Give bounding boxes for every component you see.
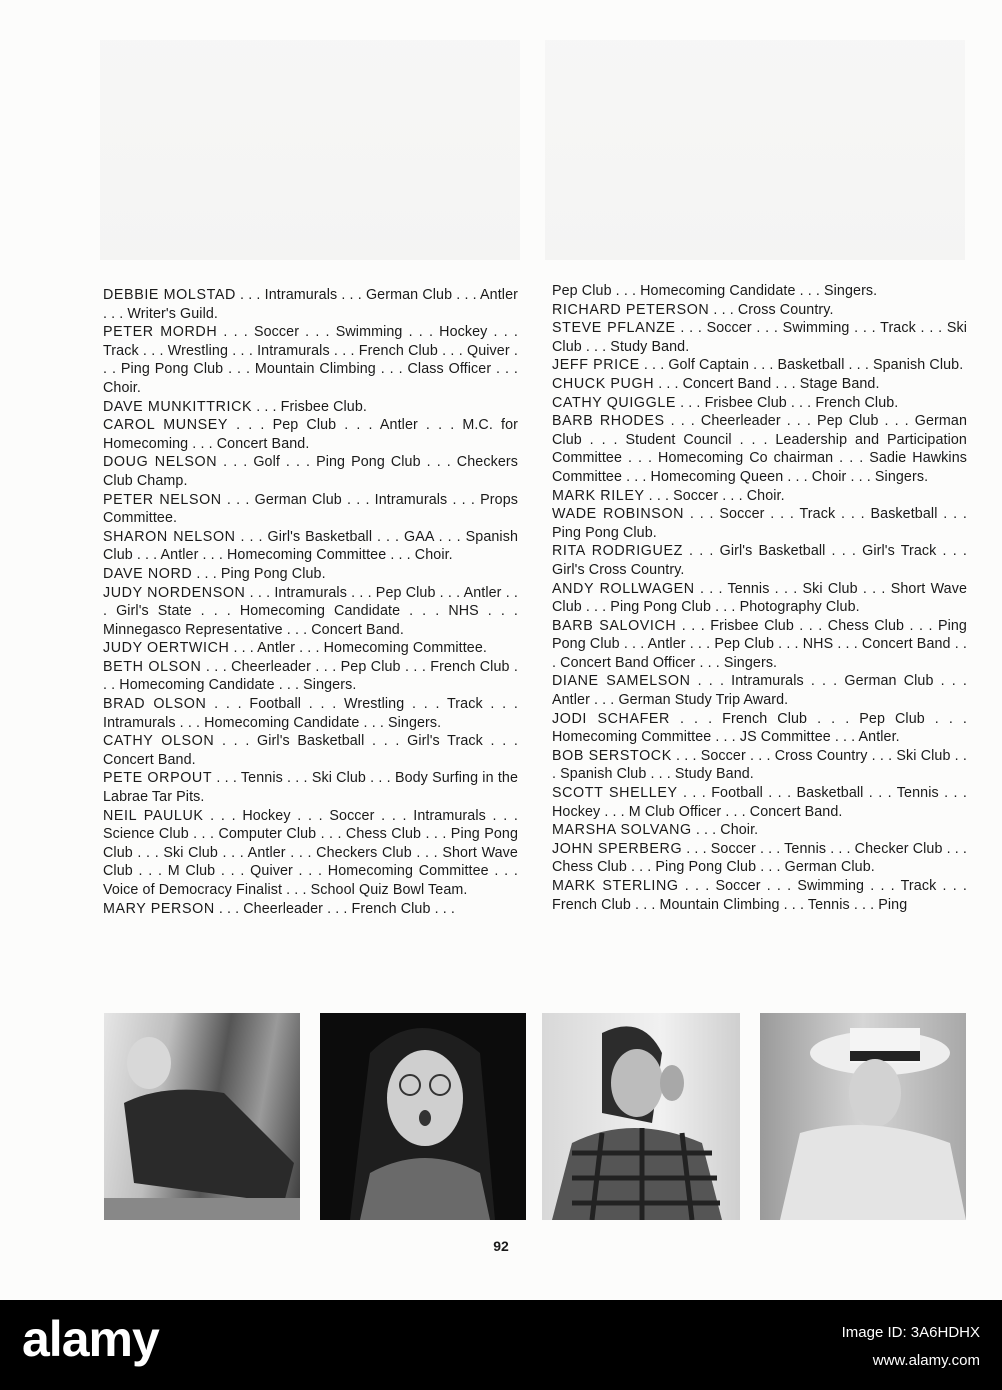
student-name: BARB RHODES (552, 413, 665, 430)
student-name: SCOTT SHELLEY (552, 785, 678, 802)
student-activities: . . . Frisbee Club. (252, 398, 367, 415)
student-entry (552, 617, 967, 673)
student-activities: . . . German Club . . . Intramurals . . . Props Committee. (103, 491, 518, 527)
student-entry (552, 580, 967, 617)
image-id: Image ID: 3A6HDHX (841, 1324, 980, 1341)
student-entry (103, 565, 518, 584)
student-entry (103, 584, 518, 640)
student-entry (552, 784, 967, 821)
student-name: MARK STERLING (552, 878, 679, 894)
student-name: DEBBIE MOLSTAD (103, 287, 236, 303)
student-name: ANDY ROLLWAGEN (552, 580, 695, 597)
photo-student-lying-by-lockers (104, 1013, 300, 1220)
student-activities: . . . Football . . . Wrestling . . . Track . . . Intramurals . . . Homecoming Candidate . . . Singers. (103, 696, 518, 731)
page-number: 92 (493, 1238, 509, 1254)
student-entry (552, 319, 967, 356)
student-name: RITA RODRIGUEZ (552, 543, 683, 560)
student-entry (552, 877, 967, 914)
student-activities: . . . Frisbee Club . . . Chess Club . . . Ping Pong Club . . . Antler . . . Pep Club . . . NHS . . . Concert Band . . . Concert Band Officer . . . Singers. (552, 617, 967, 671)
show-through-image (100, 40, 520, 260)
student-activities: . . . Ping Pong Club. (192, 565, 326, 582)
student-name: JODI SCHAFER (552, 710, 670, 727)
student-activities: . . . Cheerleader . . . French Club . . . (214, 900, 455, 917)
student-entry (552, 487, 967, 506)
student-activities: . . . Soccer . . . Tennis . . . Checker Club . . . Chess Club . . . Ping Pong Club . . . German Club. (552, 840, 968, 876)
student-activities: . . . Soccer . . . Swimming . . . Hockey . . . Track . . . Wrestling . . . Intramurals . . . French Club . . . Quiver . . . Ping Pong Club . . . Mountain Climbing . . . Class Officer . . . Choir. (103, 324, 518, 396)
student-activities: . . . Cross Country. (709, 301, 834, 318)
student-name: PETER MORDH (103, 324, 218, 341)
student-entry (103, 491, 518, 528)
student-name: BETH OLSON (103, 658, 202, 675)
watermark-bar (0, 1300, 1002, 1390)
student-activities: . . . Tennis . . . Ski Club . . . Short Wave Club . . . Ping Pong Club . . . Photography Club. (552, 580, 967, 616)
student-name: CATHY OLSON (103, 733, 215, 750)
student-name: DIANE SAMELSON (552, 673, 691, 690)
student-activities: . . . Girl's Basketball . . . GAA . . . Spanish Club . . . Antler . . . Homecoming Committee . . . Choir. (103, 528, 518, 564)
student-activities: . . . Cheerleader . . . Pep Club . . . German Club . . . Student Council . . . Leadership and Participation Committee . . . Homecoming Co chairman . . . Sadie Hawkins Committee . . . Homecoming Queen . . . Choir . . . Singers. (552, 413, 968, 485)
student-activities: . . . Cheerleader . . . Pep Club . . . French Club . . . Homecoming Candidate . . . Singers. (103, 658, 519, 694)
student-activities: . . . Antler . . . Homecoming Committee. (229, 640, 487, 657)
student-activities: . . . Girl's Basketball . . . Girl's Track . . . Girl's Cross Country. (552, 543, 967, 578)
student-activities: . . . Girl's Basketball . . . Girl's Track . . . Concert Band. (103, 733, 518, 768)
student-entry (103, 658, 518, 695)
student-entry (103, 639, 518, 658)
student-entry (552, 840, 967, 877)
student-activities: Pep Club . . . Homecoming Candidate . . . Singers. (552, 283, 878, 299)
student-entry (552, 375, 967, 394)
student-entry (552, 542, 967, 579)
student-name: MARSHA SOLVANG (552, 822, 692, 839)
student-name: JUDY NORDENSON (103, 584, 246, 601)
student-activities: . . . Intramurals . . . German Club . . . Antler . . . German Study Trip Award. (552, 673, 968, 709)
student-entry (103, 453, 518, 490)
student-name: BOB SERSTOCK (552, 747, 672, 764)
student-name: DAVE NORD (103, 565, 193, 582)
student-name: DAVE MUNKITTRICK (103, 398, 253, 415)
student-name: JOHN SPERBERG (552, 840, 683, 857)
student-entry (552, 394, 967, 413)
student-activities: . . . Hockey . . . Soccer . . . Intramurals . . . Science Club . . . Computer Club . . . Chess Club . . . Ping Pong Club . . . Ski Club . . . Antler . . . Checkers Club . . . Short Wave Club . . . M Club . . . Quiver . . . Homecoming Committee . . . Voice of Democracy Finalist . . . School Quiz Bowl Team. (103, 807, 518, 898)
student-activities: . . . Soccer . . . Swimming . . . Track . . . French Club . . . Mountain Climbing . . . Tennis . . . Ping (552, 878, 968, 913)
student-name: BRAD OLSON (103, 696, 207, 713)
student-name: CAROL MUNSEY (103, 417, 229, 434)
student-activities: . . . Soccer . . . Track . . . Basketball . . . Ping Pong Club. (552, 506, 967, 541)
student-name: CHUCK PUGH (552, 375, 655, 392)
student-entry (103, 900, 518, 919)
student-entry (103, 323, 518, 397)
student-activities: . . . Intramurals . . . Pep Club . . . Antler . . . Girl's State . . . Homecoming Candidate . . . NHS . . . Minnegasco Representative . . . Concert Band. (103, 584, 518, 638)
student-name: PETE ORPOUT (103, 770, 213, 787)
student-activities: . . . Soccer . . . Swimming . . . Track . . . Ski Club . . . Study Band. (552, 320, 968, 355)
student-entry (103, 769, 518, 806)
student-name: CATHY QUIGGLE (552, 394, 677, 411)
watermark-url: www.alamy.com (872, 1352, 980, 1369)
student-activities: . . . Concert Band . . . Stage Band. (654, 375, 880, 392)
photo-student-shouting (542, 1013, 740, 1220)
student-entry (103, 398, 518, 417)
student-name: MARY PERSON (103, 900, 215, 917)
student-activities: . . . Soccer . . . Choir. (644, 487, 785, 504)
photo-girl-with-glasses (320, 1013, 526, 1220)
student-name: NEIL PAULUK (103, 807, 204, 824)
student-entry (552, 356, 967, 375)
right-text-column (552, 282, 967, 914)
student-activities: . . . Pep Club . . . Antler . . . M.C. for Homecoming . . . Concert Band. (103, 417, 518, 452)
student-name: SHARON NELSON (103, 528, 236, 545)
student-name: PETER NELSON (103, 491, 222, 508)
student-name: DOUG NELSON (103, 454, 218, 471)
student-entry (552, 505, 967, 542)
student-activities: . . . Football . . . Basketball . . . Tennis . . . Hockey . . . M Club Officer . . . Concert Band. (552, 785, 967, 820)
student-name: STEVE PFLANZE (552, 320, 676, 337)
student-name: JUDY OERTWICH (103, 640, 230, 657)
show-through-image (545, 40, 965, 260)
student-activities: . . . Soccer . . . Cross Country . . . Ski Club . . . Spanish Club . . . Study Band. (552, 747, 967, 783)
alamy-logo: alamy (22, 1311, 159, 1367)
student-activities: . . . French Club . . . Pep Club . . . Homecoming Committee . . . JS Committee . . . Antler. (552, 710, 967, 746)
student-name: JEFF PRICE (552, 357, 640, 374)
student-entry (103, 807, 518, 900)
student-entry (552, 821, 967, 840)
student-entry (552, 710, 967, 747)
student-activities: . . . Tennis . . . Ski Club . . . Body Surfing in the Labrae Tar Pits. (103, 770, 518, 806)
student-entry (552, 301, 967, 320)
student-name: BARB SALOVICH (552, 617, 677, 634)
left-text-column (103, 286, 518, 918)
student-entry (103, 416, 518, 453)
student-activities: . . . Intramurals . . . German Club . . . Antler . . . Writer's Guild. (103, 287, 518, 322)
student-activities: . . . Golf . . . Ping Pong Club . . . Checkers Club Champ. (103, 454, 518, 489)
student-entry (103, 732, 518, 769)
student-entry (552, 672, 967, 709)
student-entry (103, 528, 518, 565)
student-entry (552, 747, 967, 784)
student-activities: . . . Frisbee Club . . . French Club. (676, 394, 899, 411)
student-activities: . . . Golf Captain . . . Basketball . . . Spanish Club. (639, 357, 964, 374)
student-name: RICHARD PETERSON (552, 301, 710, 318)
student-entry (552, 412, 967, 486)
student-name: MARK RILEY (552, 487, 645, 504)
student-activities: . . . Choir. (691, 822, 759, 839)
student-name: WADE ROBINSON (552, 506, 685, 523)
student-entry (103, 286, 518, 323)
photo-student-in-hat (760, 1013, 966, 1220)
student-entry (103, 695, 518, 732)
student-entry (552, 282, 967, 301)
